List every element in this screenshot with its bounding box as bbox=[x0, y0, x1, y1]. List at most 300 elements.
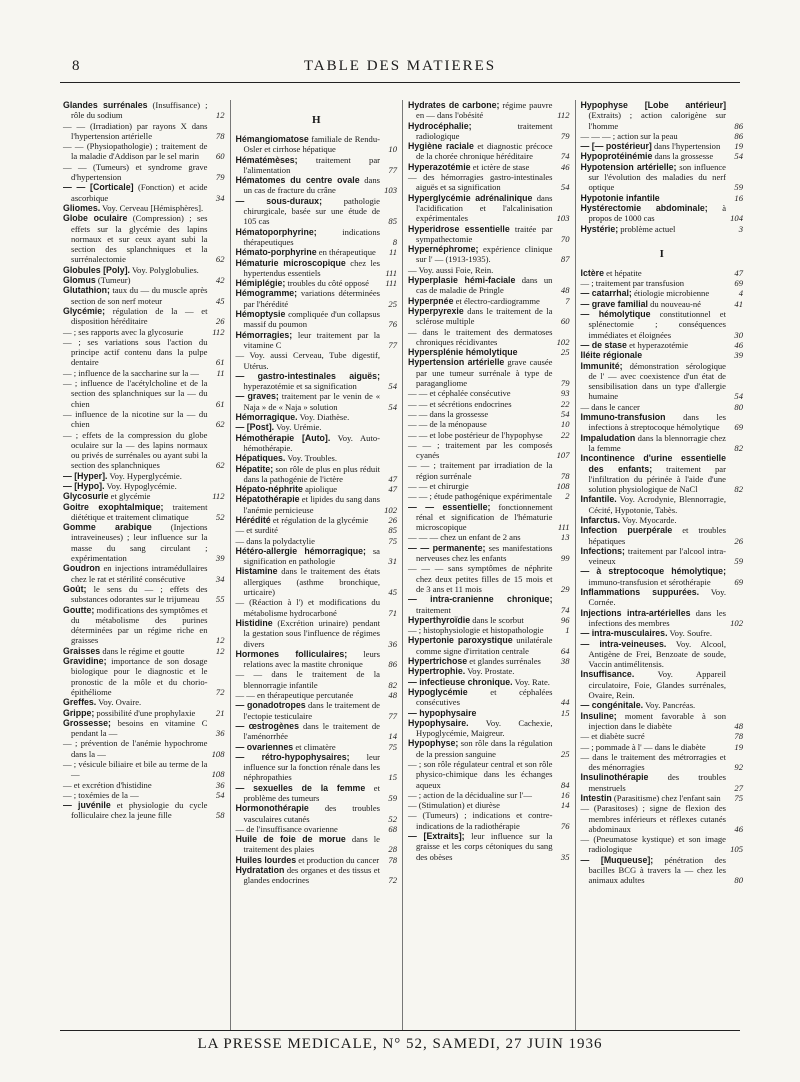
entry-heading: Hypertrophie. bbox=[408, 666, 466, 677]
index-entry bbox=[63, 718, 225, 739]
entry-text: (Extraits) ; action calorigène sur l'homme bbox=[588, 110, 726, 131]
entry-text: — — ; traitement par irradiation de la région surrénale bbox=[408, 460, 553, 481]
entry-text: et lipides du sang dans l'anémie pernicieuse bbox=[243, 494, 380, 515]
entry-text: Voy. Cerveau [Hémisphères]. bbox=[100, 202, 204, 213]
entry-text: dans l'acidification et l'alcalinisation expérimentales bbox=[416, 192, 553, 224]
entry-heading: — gonadotropes bbox=[235, 700, 306, 711]
entry-heading: Hyperidrose essentielle bbox=[408, 223, 510, 234]
index-entry bbox=[236, 752, 398, 783]
index-entry bbox=[408, 347, 570, 357]
entry-text: dans le traitement de l'aménorrhée bbox=[243, 720, 380, 742]
index-entry bbox=[63, 605, 225, 646]
index-entry bbox=[236, 515, 398, 525]
entry-page-number: 86 bbox=[388, 659, 397, 670]
index-column bbox=[231, 100, 404, 1030]
entry-page-number: 13 bbox=[560, 532, 570, 543]
entry-page-number: 14 bbox=[388, 731, 397, 742]
entry-page-number: 72 bbox=[215, 686, 225, 697]
entry-page-number: 26 bbox=[388, 514, 397, 525]
entry-heading: Goudron bbox=[63, 563, 101, 574]
entry-text: traitement par le venin de « Naja » de « Naja » solution bbox=[243, 391, 381, 412]
entry-heading: Hémiplégie; bbox=[235, 278, 286, 289]
entry-text: dans le traitement de l'ectopie testiculaire bbox=[243, 700, 380, 721]
index-entry bbox=[236, 525, 398, 535]
entry-text: leurs relations avec la mastite chronique bbox=[243, 648, 380, 670]
entry-text: — — (Physiopathologie) ; traitement de la maladie d'Addison par le sel marin bbox=[63, 141, 208, 162]
entry-heading: Infection puerpérale bbox=[580, 525, 673, 536]
entry-page-number: 102 bbox=[556, 336, 570, 347]
index-column bbox=[58, 100, 231, 1030]
index-entry bbox=[581, 628, 744, 638]
index-entry bbox=[236, 371, 398, 392]
index-entry bbox=[63, 121, 225, 142]
entry-heading: Hypernéphrome; bbox=[408, 244, 479, 255]
entry-heading: Gravidine; bbox=[63, 656, 107, 667]
entry-page-number: 8 bbox=[392, 236, 397, 247]
index-entry bbox=[408, 275, 570, 296]
entry-page-number: 112 bbox=[212, 326, 225, 337]
entry-text: leur traitement par la vitamine C bbox=[243, 329, 380, 350]
index-entry bbox=[236, 865, 398, 886]
entry-text: Voy. Diathèse. bbox=[297, 412, 350, 423]
footer-rule bbox=[60, 1030, 740, 1031]
index-entry bbox=[63, 697, 225, 707]
entry-page-number: 76 bbox=[388, 319, 397, 330]
entry-page-number: 60 bbox=[560, 316, 570, 327]
entry-page-number: 61 bbox=[215, 357, 225, 368]
entry-page-number: 10 bbox=[388, 144, 397, 155]
index-entry bbox=[581, 224, 744, 234]
entry-page-number: 22 bbox=[560, 398, 570, 409]
entry-heading: Insuffisance. bbox=[580, 669, 635, 680]
page-title: TABLE DES MATIERES bbox=[303, 58, 497, 74]
index-entry bbox=[236, 391, 398, 412]
entry-heading: Hormonothérapie bbox=[235, 803, 309, 814]
entry-text: — (Parasitoses) ; signe de flexion des membres inférieurs et réflexes cutanés abdominaux bbox=[580, 803, 726, 834]
entry-page-number: 12 bbox=[215, 110, 225, 121]
entry-text: — ; son rôle régulateur central et son rôle physico-chimique dans les échanges aqueux bbox=[408, 759, 553, 790]
entry-heading: Hémoptysie bbox=[235, 309, 286, 320]
entry-text: (Parasitisme) chez l'enfant sain bbox=[611, 793, 721, 803]
index-entry bbox=[581, 361, 744, 402]
entry-text: — — ; étude pathogénique expérimentale bbox=[408, 491, 552, 502]
entry-page-number: 4 bbox=[738, 288, 743, 299]
index-entry bbox=[63, 213, 225, 264]
entry-heading: — intra-musculaires. bbox=[580, 628, 668, 639]
index-entry bbox=[63, 182, 225, 203]
index-entry bbox=[236, 618, 398, 649]
entry-text: dans le traitement de la sclérose multiple bbox=[416, 305, 553, 327]
entry-heading: Inflammations suppurées. bbox=[580, 587, 700, 598]
index-entry bbox=[581, 711, 744, 732]
index-entry bbox=[408, 193, 570, 224]
entry-text: et régulation de la glycémie bbox=[270, 514, 369, 525]
index-entry bbox=[581, 608, 744, 629]
entry-heading: Hypotension artérielle; bbox=[580, 161, 677, 172]
entry-heading: Grossesse; bbox=[63, 717, 111, 728]
entry-page-number: 19 bbox=[734, 141, 743, 152]
entry-text: — ; effets de la compression du globe oculaire sur la — des lapins normaux ou privés de surrénales ou ayant subi la section des splanchniques bbox=[63, 429, 208, 471]
entry-heading: Hypophyse [Lobe antérieur] bbox=[580, 100, 726, 110]
entry-page-number: 21 bbox=[215, 707, 225, 718]
entry-text: Voy. Cachexie, Hypoglycémie, Maigreur. bbox=[416, 717, 553, 739]
entry-text: sa signification en pathologie bbox=[243, 545, 380, 567]
index-entry bbox=[408, 831, 570, 862]
entry-text: le sens du — ; effets des substances odorantes sur le trijumeau bbox=[71, 583, 208, 605]
entry-text: — (Réaction à l') et modifications du métabolisme hydrocarboné bbox=[235, 597, 380, 618]
entry-text: dans la grossesse bbox=[652, 151, 714, 162]
entry-text: problème actuel bbox=[618, 223, 676, 234]
entry-text: — — ; traitement par les composés cyanés bbox=[408, 439, 553, 461]
entry-page-number: 54 bbox=[388, 381, 397, 392]
entry-text: — — en thérapeutique percutanée bbox=[235, 690, 354, 701]
entry-text: des troubles vasculaires cutanés bbox=[243, 803, 380, 824]
entry-text: traitement par l'infiltration du périnée à l'aide d'une solution physiologique de NaCl bbox=[588, 463, 726, 495]
entry-heading: Hyperglycémie adrénalinique bbox=[408, 192, 533, 203]
entry-heading: Glycémie; bbox=[63, 305, 106, 316]
index-entry bbox=[63, 368, 225, 378]
entry-text: — de l'insuffisance ovarienne bbox=[235, 823, 338, 834]
entry-text: — des hémorragies gastro-intestinales aiguës et sa signification bbox=[408, 172, 553, 193]
entry-text: Voy. Soufre. bbox=[667, 628, 713, 639]
index-entry bbox=[63, 584, 225, 605]
entry-text: — — et chirurgie bbox=[408, 480, 469, 491]
index-entry bbox=[408, 810, 570, 831]
entry-heading: — infectieuse chronique. bbox=[408, 676, 513, 687]
entry-page-number: 3 bbox=[738, 223, 743, 234]
entry-page-number: 45 bbox=[388, 587, 397, 598]
entry-page-number: 58 bbox=[215, 810, 225, 821]
index-entry bbox=[408, 306, 570, 327]
entry-page-number: 60 bbox=[215, 151, 225, 162]
entry-heading: Goût; bbox=[63, 583, 87, 594]
entry-heading: — — essentielle; bbox=[408, 501, 491, 512]
entry-page-number: 55 bbox=[215, 594, 225, 605]
entry-heading: Hypersplénie hémolytique bbox=[408, 347, 518, 358]
entry-heading: Greffes. bbox=[63, 697, 97, 708]
entry-text: — ; action de la décidualine sur l'— bbox=[408, 789, 532, 800]
index-entry bbox=[408, 615, 570, 625]
entry-heading: Hypoprotéinémie bbox=[580, 151, 653, 162]
index-column bbox=[403, 100, 576, 1030]
entry-heading: Hémothérapie [Auto]. bbox=[235, 432, 331, 443]
entry-page-number: 85 bbox=[388, 216, 397, 227]
entry-page-number: 36 bbox=[388, 638, 397, 649]
entry-heading: Hystérectomie abdominale; bbox=[580, 202, 708, 213]
entry-text: et production du cancer bbox=[296, 854, 380, 865]
entry-page-number: 34 bbox=[215, 573, 225, 584]
entry-text: (Insuffisance) ; rôle du sodium bbox=[71, 100, 208, 121]
entry-text: Voy. Troubles. bbox=[285, 453, 338, 464]
index-entry bbox=[408, 100, 570, 121]
index-entry bbox=[63, 563, 225, 584]
entry-page-number: 86 bbox=[734, 130, 743, 141]
entry-text: — (Tumeurs) ; indications et contre-indications de la radiothérapie bbox=[408, 810, 553, 831]
entry-text: et glandes surrénales bbox=[467, 656, 541, 667]
entry-text: et problème des tumeurs bbox=[243, 782, 380, 803]
index-entry bbox=[581, 299, 744, 309]
entry-heading: Globe oculaire bbox=[63, 213, 128, 224]
index-entry bbox=[236, 536, 398, 546]
entry-text: traitée par sympathectomie bbox=[416, 223, 553, 244]
index-entry bbox=[236, 464, 398, 485]
entry-page-number: 54 bbox=[560, 182, 570, 193]
entry-heading: Ictère bbox=[580, 267, 604, 278]
entry-page-number: 75 bbox=[388, 741, 397, 752]
entry-text: et physiologie du cycle folliculaire chez la jeune fille bbox=[71, 800, 208, 821]
entry-page-number: 79 bbox=[215, 172, 225, 183]
entry-text: — ; ses variations sous l'action du principe actif contenu dans la pulpe dentaire bbox=[63, 336, 208, 368]
index-entry bbox=[236, 227, 398, 248]
entry-heading: Hypoglycémie bbox=[408, 686, 468, 697]
index-entry bbox=[236, 309, 398, 330]
index-entry bbox=[63, 162, 225, 183]
entry-text: Voy. Hyperglycémie. bbox=[107, 470, 182, 481]
entry-page-number: 30 bbox=[734, 329, 743, 340]
entry-page-number: 11 bbox=[216, 367, 225, 378]
entry-page-number: 111 bbox=[557, 522, 570, 533]
entry-page-number: 47 bbox=[734, 267, 743, 278]
entry-text: Voy. Prostate. bbox=[465, 666, 515, 677]
entry-page-number: 82 bbox=[734, 442, 743, 453]
entry-page-number: 29 bbox=[560, 583, 570, 594]
entry-heading: — gastro-intestinales aiguës; bbox=[235, 370, 380, 381]
entry-heading: — congénitale. bbox=[580, 700, 644, 711]
entry-heading: Infarctus. bbox=[580, 514, 621, 525]
index-entry bbox=[236, 196, 398, 227]
index-entry bbox=[408, 532, 570, 542]
entry-heading: Infections; bbox=[580, 545, 625, 556]
entry-page-number: 108 bbox=[556, 480, 570, 491]
entry-text: et diagnostic précoce de la chorée chronique héréditaire bbox=[416, 141, 553, 162]
index-entry bbox=[63, 409, 225, 430]
entry-page-number: 39 bbox=[734, 350, 743, 361]
entry-heading: Hématémèses; bbox=[235, 154, 298, 165]
index-entry bbox=[408, 265, 570, 275]
index-entry bbox=[581, 525, 744, 546]
entry-heading: — sous-duraux; bbox=[235, 195, 323, 206]
index-entry bbox=[236, 597, 398, 618]
index-entry bbox=[581, 494, 744, 515]
entry-text: chez les hypertendus essentiels bbox=[243, 257, 380, 278]
entry-text: importance de son dosage biologique pour le diagnostic et le pronostic de la môle et du chorio-épithéliome bbox=[71, 656, 208, 697]
entry-page-number: 84 bbox=[560, 779, 570, 790]
entry-page-number: 10 bbox=[560, 419, 570, 430]
entry-heading: — graves; bbox=[235, 391, 279, 402]
entry-heading: Histidine bbox=[235, 617, 273, 628]
entry-page-number: 69 bbox=[734, 422, 743, 433]
entry-page-number: 59 bbox=[734, 182, 743, 193]
entry-heading: — rétro-hypophysaires; bbox=[235, 751, 350, 762]
entry-page-number: 54 bbox=[734, 391, 743, 402]
entry-text: — et surdité bbox=[235, 525, 278, 536]
index-entry bbox=[408, 563, 570, 594]
entry-text: expérience clinique sur l' — (1913-1935). bbox=[416, 244, 553, 265]
page-footer: LA PRESSE MEDICALE, N° 52, SAMEDI, 27 JUIN 1936 bbox=[197, 1036, 603, 1052]
entry-text: et ictère de stase bbox=[470, 161, 530, 172]
index-entry bbox=[236, 649, 398, 670]
entry-text: Voy. Acrodynie, Blennorragie, Cécité, Hypotonie, Tabès. bbox=[588, 494, 726, 515]
entry-page-number: 15 bbox=[560, 707, 570, 718]
entry-heading: — intra-cranienne chronique; bbox=[408, 594, 553, 605]
entry-text: Voy. Polyglobulies. bbox=[129, 264, 199, 275]
entry-heading: — ovariennes bbox=[235, 741, 294, 752]
index-entry bbox=[236, 742, 398, 752]
entry-page-number: 54 bbox=[388, 401, 397, 412]
entry-page-number: 76 bbox=[560, 820, 570, 831]
entry-heading: — à streptocoque hémolytique; bbox=[580, 566, 726, 577]
index-entry bbox=[581, 340, 744, 350]
entry-heading: — [Hypo]. bbox=[63, 480, 105, 491]
entry-heading: Hémorragies; bbox=[235, 329, 293, 340]
index-entry bbox=[63, 708, 225, 718]
index-entry bbox=[408, 687, 570, 708]
index-entry bbox=[581, 278, 744, 288]
index-entry bbox=[581, 855, 744, 886]
entry-text: — dans le traitement des dermatoses chroniques récidivantes bbox=[408, 326, 553, 347]
entry-text: — et excrétion d'histidine bbox=[63, 779, 152, 790]
entry-heading: Hyperthyroïdie bbox=[408, 614, 471, 625]
entry-page-number: 111 bbox=[385, 278, 397, 289]
index-entry bbox=[236, 721, 398, 742]
entry-text: immuno-transfusion et sérothérapie bbox=[588, 576, 711, 587]
entry-page-number: 75 bbox=[734, 793, 743, 803]
entry-heading: — catarrhal; bbox=[580, 288, 632, 299]
index-entry bbox=[408, 635, 570, 656]
entry-heading: Infantile. bbox=[580, 494, 617, 505]
section-letter: I bbox=[659, 247, 664, 260]
entry-heading: Huile de foie de morue bbox=[235, 834, 346, 845]
index-entry bbox=[236, 669, 398, 690]
entry-text: Voy. Pancréas. bbox=[643, 700, 696, 711]
index-entry bbox=[408, 656, 570, 666]
entry-heading: Hémangiomatose bbox=[235, 134, 309, 144]
index-entry bbox=[63, 738, 225, 759]
entry-page-number: 44 bbox=[560, 697, 570, 708]
entry-text: en injections intramédullaires chez le rat et stérilité consécutive bbox=[71, 563, 208, 584]
entry-page-number: 14 bbox=[560, 800, 570, 811]
index-entry bbox=[408, 594, 570, 615]
entry-page-number: 45 bbox=[215, 295, 225, 306]
entry-page-number: 93 bbox=[560, 388, 570, 399]
entry-page-number: 46 bbox=[560, 161, 570, 172]
entry-page-number: 25 bbox=[388, 298, 397, 309]
entry-text: pathologie chirurgicale, basée sur une étude de 105 cas bbox=[243, 195, 380, 227]
entry-text: démonstration sérologique de l' — avec coexistence d'un état de sensibilisation dans un type d'allergie humaine bbox=[588, 360, 726, 402]
entry-page-number: 86 bbox=[734, 120, 743, 131]
entry-page-number: 64 bbox=[560, 645, 570, 656]
entry-text: — et diabète sucré bbox=[580, 731, 645, 742]
entry-heading: Glycosurie bbox=[63, 491, 109, 502]
index-entry bbox=[236, 855, 398, 865]
entry-heading: Glutathion; bbox=[63, 285, 110, 296]
entry-text: — — de la ménopause bbox=[408, 419, 487, 430]
index-entry bbox=[236, 422, 398, 432]
entry-text: hyperazotémie et sa signification bbox=[243, 381, 357, 392]
entry-page-number: 112 bbox=[557, 110, 570, 121]
entry-page-number: 111 bbox=[385, 267, 397, 278]
entry-text: — — et lobe postérieur de l'hypophyse bbox=[408, 429, 543, 440]
entry-text: son rôle de plus en plus réduit dans la pathogénie de l'ictère bbox=[243, 463, 380, 484]
entry-heading: Immunité; bbox=[580, 360, 623, 371]
entry-page-number: 28 bbox=[388, 844, 397, 855]
entry-page-number: 80 bbox=[734, 875, 743, 886]
index-entry bbox=[63, 780, 225, 790]
entry-text: traitement radiologique bbox=[416, 120, 553, 141]
entry-heading: Hypertension artérielle bbox=[408, 357, 505, 368]
entry-heading: Hystérie; bbox=[580, 223, 619, 234]
index-entry bbox=[581, 100, 744, 131]
entry-text: Voy. Alcool, Antigène de Frei, Benzoate de soude, Vaccin antimélitensis. bbox=[588, 638, 726, 670]
index-entry bbox=[236, 288, 398, 309]
index-entry bbox=[63, 800, 225, 821]
index-entry bbox=[236, 278, 398, 288]
entry-text: — ; prévention de l'anémie hypochrome dans la — bbox=[63, 738, 208, 759]
index-entry bbox=[408, 244, 570, 265]
entry-heading: — [Hyper]. bbox=[63, 470, 108, 481]
entry-page-number: 77 bbox=[388, 164, 397, 175]
entry-page-number: 46 bbox=[734, 339, 743, 350]
entry-heading: — juvénile bbox=[63, 800, 111, 811]
entry-page-number: 54 bbox=[560, 408, 570, 419]
entry-heading: Hypophysaire. bbox=[408, 717, 469, 728]
index-entry bbox=[236, 783, 398, 804]
entry-page-number: 7 bbox=[565, 295, 570, 306]
entry-page-number: 25 bbox=[560, 748, 570, 759]
entry-heading: Goitre exophtalmique; bbox=[63, 501, 164, 512]
entry-heading: Hydrocéphalie; bbox=[408, 120, 472, 131]
entry-page-number: 87 bbox=[560, 254, 570, 265]
entry-text: traitement diététique et traitement climatique bbox=[71, 501, 208, 522]
index-entry bbox=[581, 587, 744, 608]
entry-page-number: 108 bbox=[211, 769, 225, 780]
entry-page-number: 59 bbox=[388, 793, 397, 803]
entry-text: régime pauvre en — dans l'obésité bbox=[416, 100, 553, 121]
entry-text: — ; influence de la saccharine sur la — bbox=[63, 367, 200, 378]
entry-heading: Hypertonie paroxystique bbox=[408, 635, 513, 646]
entry-page-number: 71 bbox=[388, 607, 397, 618]
index-entry bbox=[581, 742, 744, 752]
index-entry bbox=[581, 203, 744, 224]
entry-page-number: 70 bbox=[560, 233, 570, 244]
entry-text: — — — chez un enfant de 2 ans bbox=[408, 532, 521, 543]
entry-page-number: 27 bbox=[734, 782, 743, 793]
entry-text: étiologie microbienne bbox=[631, 288, 710, 299]
index-entry bbox=[63, 327, 225, 337]
entry-heading: Iléite régionale bbox=[580, 350, 643, 361]
entry-text: compliquée d'un collapsus massif du poumon bbox=[243, 309, 380, 330]
entry-page-number: 62 bbox=[215, 460, 225, 471]
index-entry bbox=[408, 296, 570, 306]
entry-text: son rôle dans la régulation de la pression sanguine bbox=[416, 738, 553, 759]
entry-heading: Hypertrichose bbox=[408, 656, 468, 667]
entry-heading: Hépatite; bbox=[235, 463, 274, 474]
entry-page-number: 85 bbox=[388, 525, 397, 536]
entry-page-number: 102 bbox=[384, 504, 397, 515]
entry-heading: Insuline; bbox=[580, 710, 617, 721]
entry-text: ses manifestations nerveuses chez les enfants bbox=[416, 542, 553, 564]
entry-heading: — [Post]. bbox=[235, 422, 275, 433]
entry-page-number: 39 bbox=[215, 553, 225, 564]
index-entry bbox=[581, 268, 744, 278]
entry-text: — — (Irradiation) par rayons X dans l'hypertension artérielle bbox=[63, 120, 208, 141]
index-entry bbox=[408, 419, 570, 429]
index-entry bbox=[581, 350, 744, 360]
index-entry bbox=[408, 399, 570, 409]
index-entry bbox=[63, 265, 225, 275]
entry-page-number: 36 bbox=[215, 728, 225, 739]
entry-text: et hépatite bbox=[603, 267, 642, 278]
